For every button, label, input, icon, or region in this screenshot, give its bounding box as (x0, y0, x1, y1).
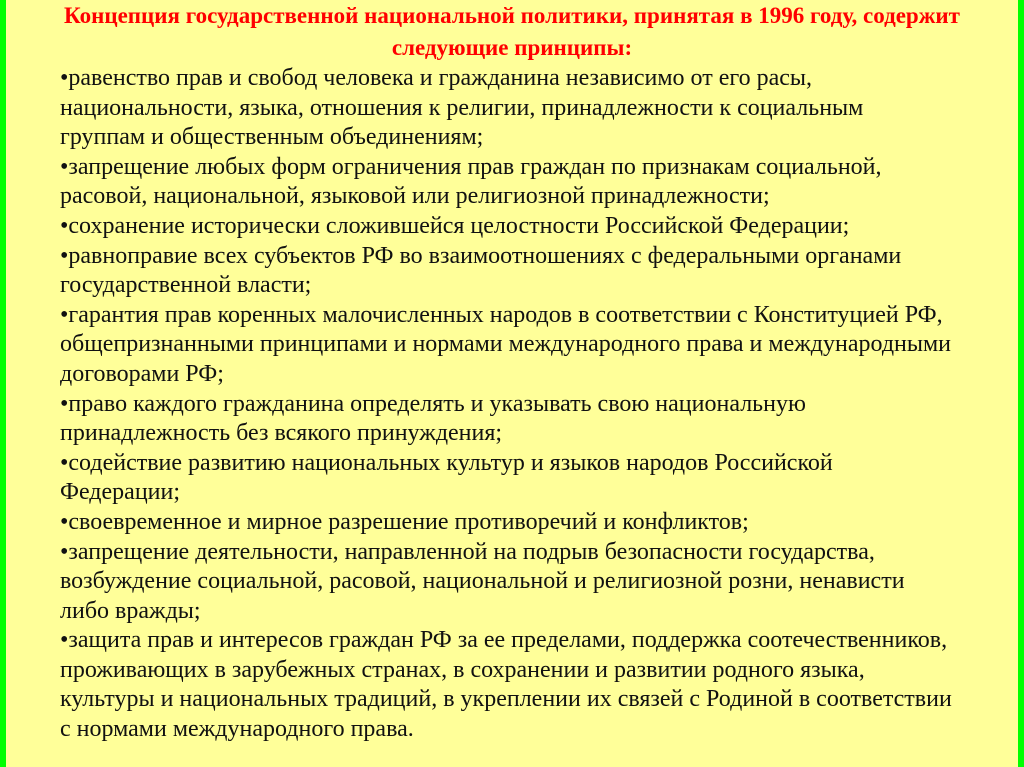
list-item-line: •сохранение исторически сложившейся целостности Российской Федерации; (60, 212, 850, 239)
list-item (60, 242, 1016, 301)
slide-title-line: следующие принципы: (391, 35, 633, 60)
list-item-line: культуры и национальных традиций, в укреплении их связей с Родиной в соответствии (60, 686, 952, 713)
list-item-line: договорами РФ; (60, 360, 224, 387)
list-item (60, 626, 1016, 744)
list-item-line: с нормами международного права. (60, 716, 414, 743)
list-item (60, 538, 1016, 627)
list-item-line: Федерации; (60, 479, 181, 506)
list-item-line: •своевременное и мирное разрешение противоречий и конфликтов; (60, 508, 749, 535)
list-item-line: •гарантия прав коренных малочисленных народов в соответствии с Конституцией РФ, (60, 301, 943, 328)
list-item-line: национальности, языка, отношения к религии, принадлежности к социальным (60, 94, 864, 121)
list-item-line: либо вражды; (60, 597, 201, 624)
list-item (60, 212, 1016, 242)
list-item-line: •запрещение деятельности, направленной на подрыв безопасности государства, (60, 538, 875, 565)
slide-title-line: Концепция государственной национальной политики, принятая в 1996 году, содержит (64, 3, 960, 28)
list-item (60, 390, 1016, 449)
list-item-line: принадлежность без всякого принуждения; (60, 420, 503, 447)
right-edge-bar (1018, 0, 1024, 767)
list-item-line: •запрещение любых форм ограничения прав граждан по признакам социальной, (60, 153, 882, 180)
list-item-line: группам и общественным объединениям; (60, 124, 484, 151)
left-edge-bar (0, 0, 6, 767)
list-item-line: возбуждение социальной, расовой, национальной и религиозной розни, ненависти (60, 568, 905, 595)
list-item-line: •содействие развитию национальных культур и языков народов Российской (60, 449, 833, 476)
list-item-line: •право каждого гражданина определять и указывать свою национальную (60, 390, 806, 417)
list-item (60, 64, 1016, 153)
principles-list (60, 64, 1016, 745)
list-item (60, 508, 1016, 538)
list-item-line: проживающих в зарубежных странах, в сохранении и развитии родного языка, (60, 656, 865, 683)
list-item-line: государственной власти; (60, 272, 312, 299)
list-item (60, 153, 1016, 212)
list-item-line: общепризнанными принципами и нормами международного права и международными (60, 331, 952, 358)
list-item-line: •равноправие всех субъектов РФ во взаимоотношениях с федеральными органами (60, 242, 902, 269)
list-item-line: •защита прав и интересов граждан РФ за ее пределами, поддержка соотечественников, (60, 627, 948, 654)
list-item (60, 449, 1016, 508)
list-item-line: расовой, национальной, языковой или религиозной принадлежности; (60, 183, 770, 210)
list-item-line: •равенство прав и свобод человека и гражданина независимо от его расы, (60, 65, 813, 91)
list-item (60, 301, 1016, 390)
slide-title (14, 0, 1010, 64)
